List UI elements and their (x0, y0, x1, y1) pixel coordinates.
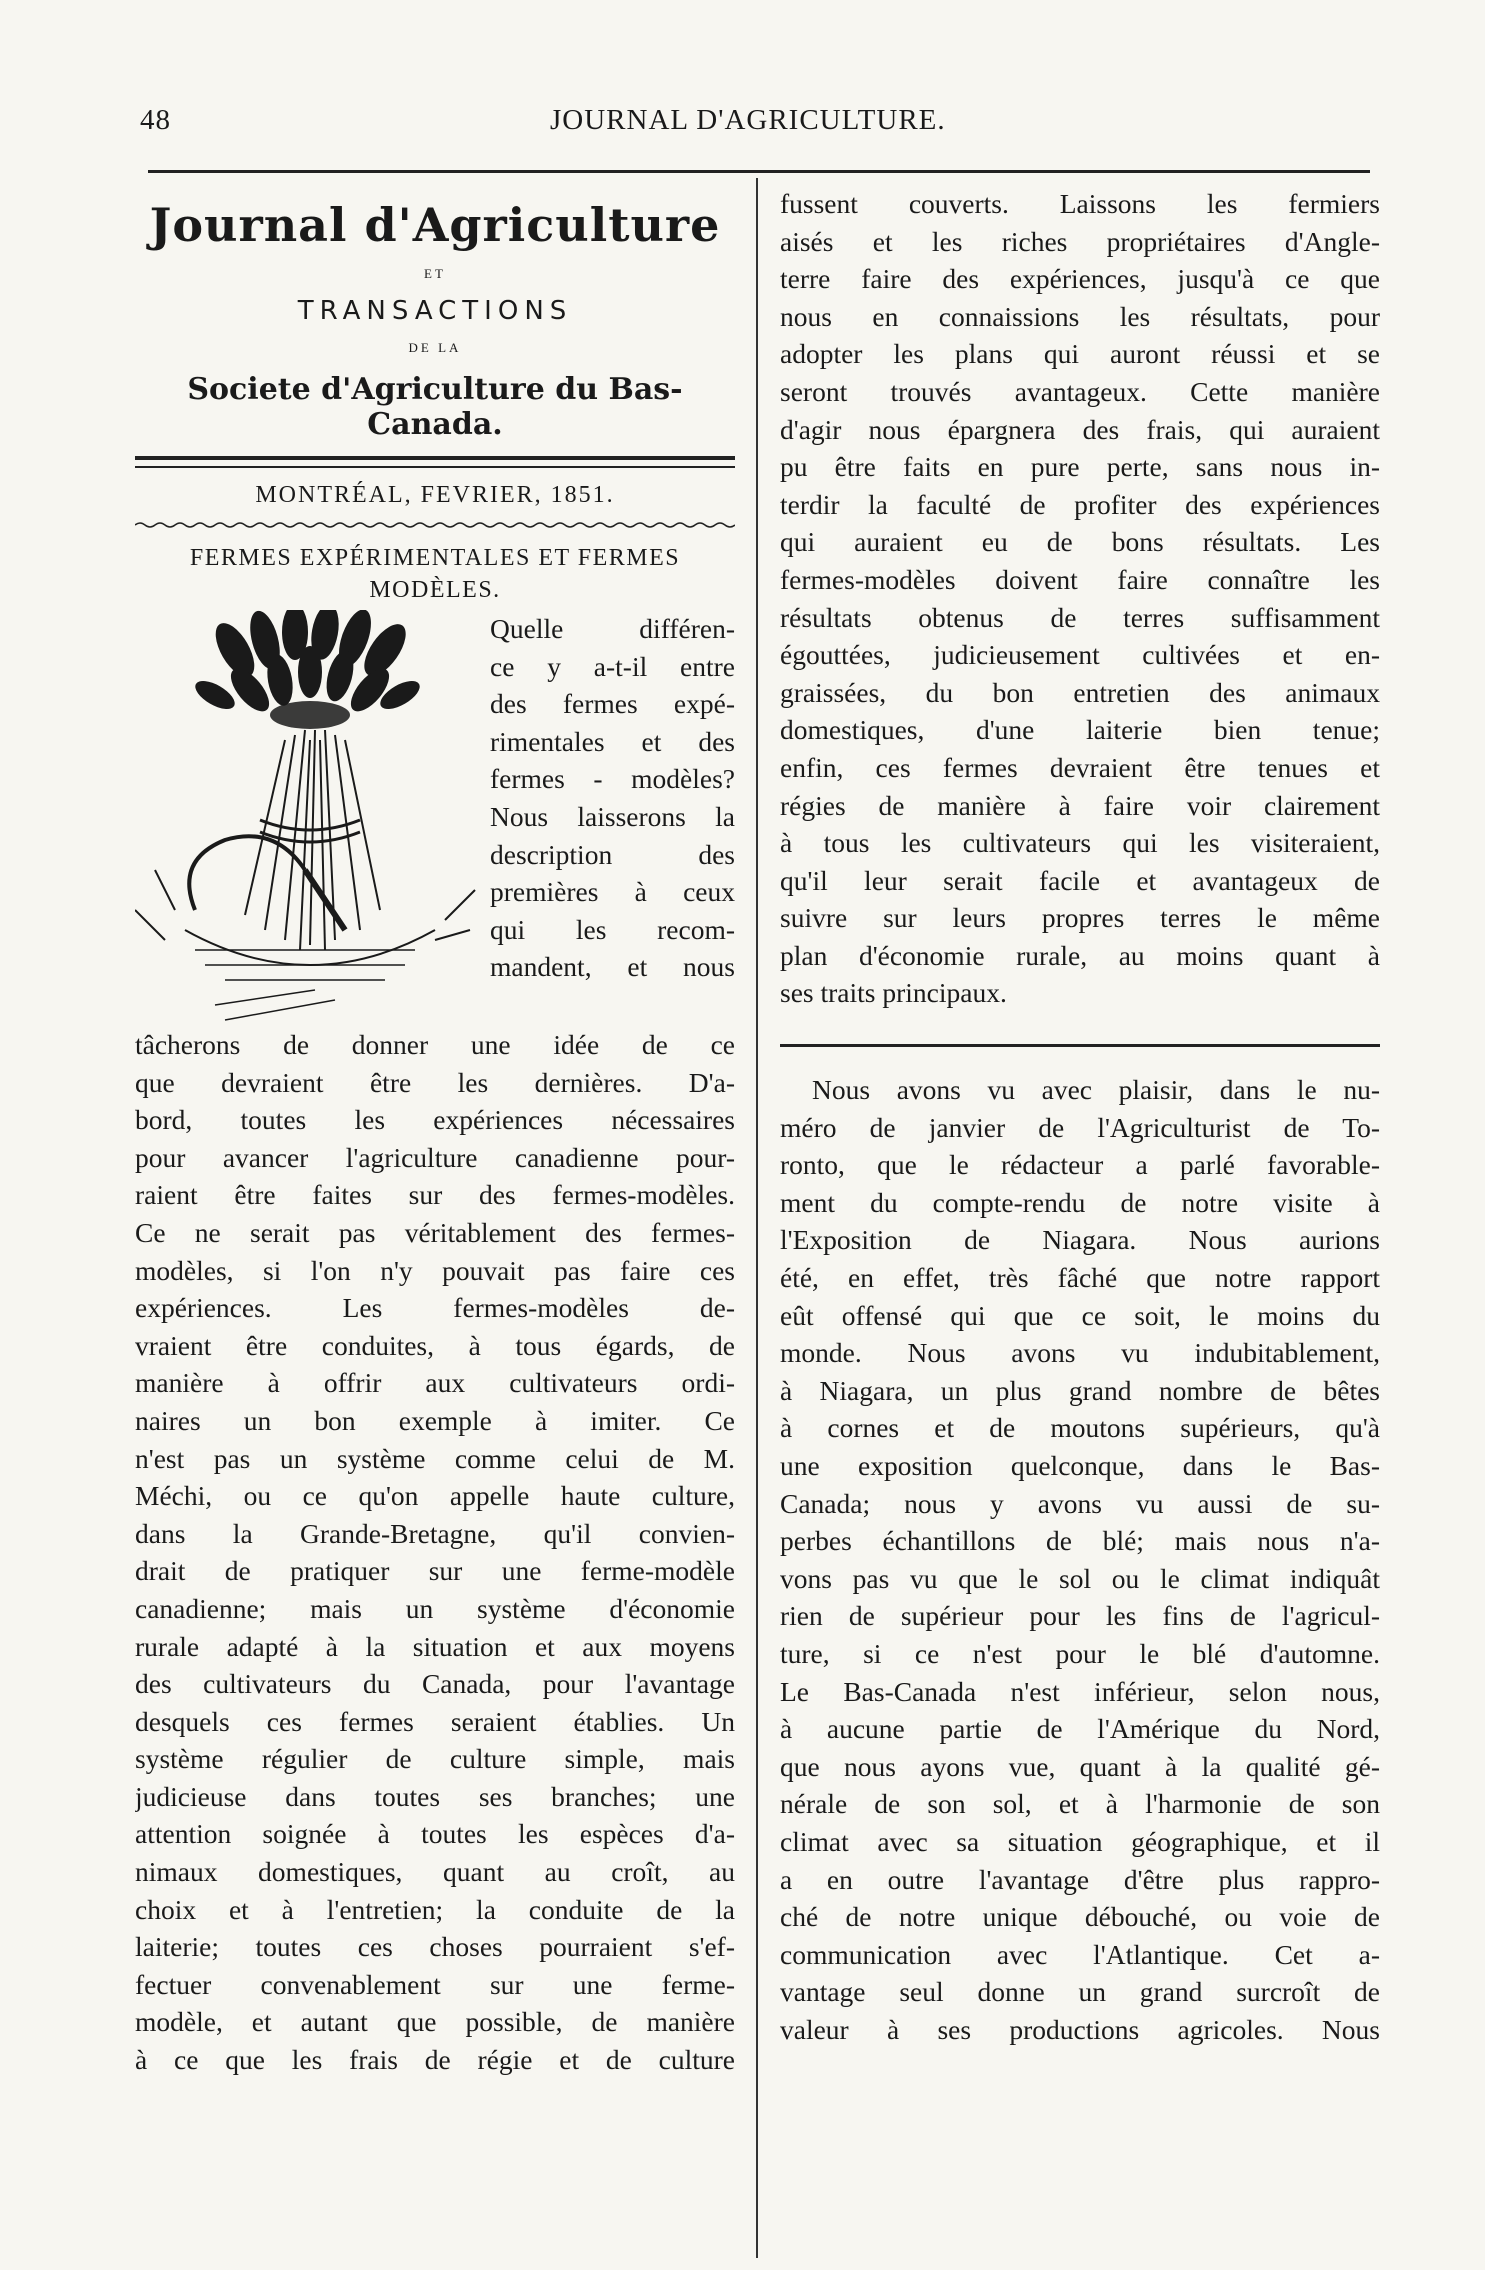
body-line: laiterie; toutes ces choses pourraient s'ef- (135, 1931, 735, 1963)
body-line: valeur à ses productions agricoles. Nous (780, 2013, 1380, 2045)
article-separator-rule (780, 1044, 1380, 1047)
body-line: méro de janvier de l'Agriculturist de To- (780, 1111, 1380, 1143)
body-line: Nous avons vu avec plaisir, dans le nu- (812, 1074, 1380, 1106)
body-line: monde. Nous avons vu indubitablement, (780, 1337, 1380, 1369)
body-line: égouttées, judicieusement cultivées et en- (780, 639, 1380, 671)
body-line: des cultivateurs du Canada, pour l'avantage (135, 1668, 735, 1700)
wrap-line: ce y a-t-il entre (490, 650, 735, 682)
body-line: suivre sur leurs propres terres le même (780, 902, 1380, 934)
body-line: Méchi, ou ce qu'on appelle haute culture, (135, 1480, 735, 1512)
body-line: communication avec l'Atlantique. Cet a- (780, 1938, 1380, 1970)
body-line: que devraient être les dernières. D'a- (135, 1066, 735, 1098)
body-line: à ce que les frais de régie et de culture (135, 2044, 735, 2076)
body-line: nous en connaissions les résultats, pour (780, 300, 1380, 332)
body-line: une exposition quelconque, dans le Bas- (780, 1450, 1380, 1481)
body-line: Ce ne serait pas véritablement des fermes- (135, 1216, 735, 1248)
illustration-row (135, 610, 735, 1026)
body-line: pour avancer l'agriculture canadienne pour- (135, 1141, 735, 1173)
body-line: ché de notre unique débouché, ou voie de (780, 1901, 1380, 1933)
body-line: perbes échantillons de blé; mais nous n'a- (780, 1525, 1380, 1557)
masthead-double-rule (135, 456, 735, 468)
article-heading-line1: FERMES EXPÉRIMENTALES ET FERMES (189, 545, 681, 571)
body-line: expériences. Les fermes-modèles de- (135, 1292, 735, 1324)
masthead-society: Societe d'Agriculture du Bas-Canada. (187, 372, 683, 442)
body-line: enfin, ces fermes devraient être tenues et (780, 751, 1380, 783)
body-line: tâcherons de donner une idée de ce (135, 1029, 735, 1060)
body-line: seront trouvés avantageux. Cette manière (780, 375, 1380, 407)
masthead-transactions: TRANSACTIONS (297, 296, 573, 326)
body-line: plan d'économie rurale, au moins quant à (780, 939, 1380, 971)
body-line: vantage seul donne un grand surcroît de (780, 1976, 1380, 2008)
body-line: attention soignée à toutes les espèces d'a- (135, 1818, 735, 1850)
body-line: régies de manière à faire voir clairement (780, 789, 1380, 821)
body-line: adopter les plans qui auront réussi et se (780, 338, 1380, 370)
wrap-line: qui les recom- (490, 913, 735, 945)
body-line: fermes-modèles doivent faire connaître les (780, 563, 1380, 595)
article-body-left (135, 1026, 735, 2079)
body-line: système régulier de culture simple, mais (135, 1743, 735, 1775)
wrapped-intro-text (490, 610, 735, 986)
masthead-de-la: DE LA (408, 340, 462, 355)
body-line: drait de pratiquer sur une ferme-modèle (135, 1555, 735, 1587)
wrap-line: mandent, et nous (490, 951, 735, 983)
body-line: domestiques, d'une laiterie bien tenue; (780, 714, 1380, 746)
body-line: a en outre l'avantage d'être plus rappro- (780, 1863, 1380, 1895)
body-line: judicieuse dans toutes ses branches; une (135, 1780, 735, 1812)
body-line: Canada; nous y avons vu aussi de su- (780, 1487, 1380, 1519)
body-line: l'Exposition de Niagara. Nous aurions (780, 1224, 1380, 1256)
wrap-line: des fermes expé- (490, 688, 735, 720)
dateline: MONTRÉAL, FEVRIER, 1851. (255, 482, 615, 508)
wrap-line: Quelle différen- (490, 613, 735, 644)
body-line: climat avec sa situation géographique, et il (780, 1825, 1380, 1857)
body-line: qui auraient eu de bons résultats. Les (780, 526, 1380, 558)
body-line: graissées, du bon entretien des animaux (780, 676, 1380, 708)
body-line: rurale adapté à la situation et aux moyens (135, 1630, 735, 1662)
body-line: que nous ayons vue, quant à la qualité gé- (780, 1750, 1380, 1782)
body-line: ses traits principaux. (780, 977, 1007, 1009)
running-title: JOURNAL D'AGRICULTURE. (550, 104, 946, 136)
wrap-line: premières à ceux (490, 876, 735, 908)
body-line: fectuer convenablement sur une ferme- (135, 1968, 735, 2000)
body-line: vons pas vu que le sol ou le climat indiquât (780, 1562, 1380, 1594)
body-line: Le Bas-Canada n'est inférieur, selon nous, (780, 1675, 1380, 1707)
body-line: vraient être conduites, à tous égards, de (135, 1329, 735, 1361)
body-line: desquels ces fermes seraient établies. Un (135, 1705, 735, 1737)
masthead-et: ET (424, 266, 446, 281)
body-line: ture, si ce n'est pour le blé d'automne. (780, 1637, 1380, 1669)
body-line: modèles, si l'on n'y pouvait pas faire ces (135, 1254, 735, 1286)
body-line: dans la Grande-Bretagne, qu'il convien- (135, 1517, 735, 1549)
wavy-divider (135, 521, 735, 529)
body-line: ronto, que le rédacteur a parlé favorable- (780, 1149, 1380, 1181)
article-body-continued (780, 185, 1380, 1012)
body-line: eût offensé qui que ce soit, le moins du (780, 1299, 1380, 1331)
body-line: raient être faites sur des fermes-modèles. (135, 1179, 735, 1211)
body-line: d'agir nous épargnera des frais, qui auraient (780, 413, 1380, 445)
body-line: rien de supérieur pour les fins de l'agricul- (780, 1600, 1380, 1632)
body-line: à aucune partie de l'Amérique du Nord, (780, 1713, 1380, 1745)
wrap-line: description des (490, 838, 735, 870)
body-line: bord, toutes les expériences nécessaires (135, 1104, 735, 1136)
article-heading (135, 542, 735, 606)
wrap-line: rimentales et des (490, 725, 735, 757)
body-line: pu être faits en pure perte, sans nous in- (780, 451, 1380, 483)
body-line: aisés et les riches propriétaires d'Angle- (780, 225, 1380, 257)
body-line: terdir la faculté de profiter des expériences (780, 488, 1380, 520)
article-heading-line2: MODÈLES. (369, 577, 501, 603)
body-line: nérale de son sol, et à l'harmonie de son (780, 1788, 1380, 1820)
left-column (135, 180, 735, 2079)
body-line: ment du compte-rendu de notre visite à (780, 1186, 1380, 1218)
running-head (140, 104, 1370, 144)
body-line: terre faire des expériences, jusqu'à ce que (780, 263, 1380, 295)
body-line: n'est pas un système comme celui de M. (135, 1442, 735, 1474)
body-line: manière à offrir aux cultivateurs ordi- (135, 1367, 735, 1399)
body-line: canadienne; mais un système d'économie (135, 1592, 735, 1624)
body-line: à tous les cultivateurs qui les visiteraient, (780, 827, 1380, 859)
body-line: choix et à l'entretien; la conduite de la (135, 1893, 735, 1925)
body-line: nimaux domestiques, quant au croît, au (135, 1856, 735, 1888)
wrap-line: Nous laisserons la (490, 800, 735, 832)
body-line: modèle, et autant que possible, de manière (135, 2006, 735, 2038)
wheat-sheaf-illustration (135, 610, 480, 1026)
column-divider (756, 178, 758, 2258)
article2-body (780, 1071, 1380, 2048)
header-rule (148, 170, 1370, 173)
body-line: naires un bon exemple à imiter. Ce (135, 1404, 735, 1436)
right-column (780, 185, 1380, 2049)
page-number: 48 (140, 104, 171, 136)
body-line: à Niagara, un plus grand nombre de bêtes (780, 1374, 1380, 1406)
masthead-title: Journal d'Agriculture (149, 198, 721, 252)
body-line: résultats obtenus de terres suffisamment (780, 601, 1380, 633)
body-line: à cornes et de moutons supérieurs, qu'à (780, 1412, 1380, 1444)
wrap-line: fermes - modèles? (490, 763, 735, 795)
body-line: qu'il leur serait facile et avantageux de (780, 864, 1380, 896)
body-line: fussent couverts. Laissons les fermiers (780, 188, 1380, 219)
body-line: été, en effet, très fâché que notre rapport (780, 1262, 1380, 1294)
